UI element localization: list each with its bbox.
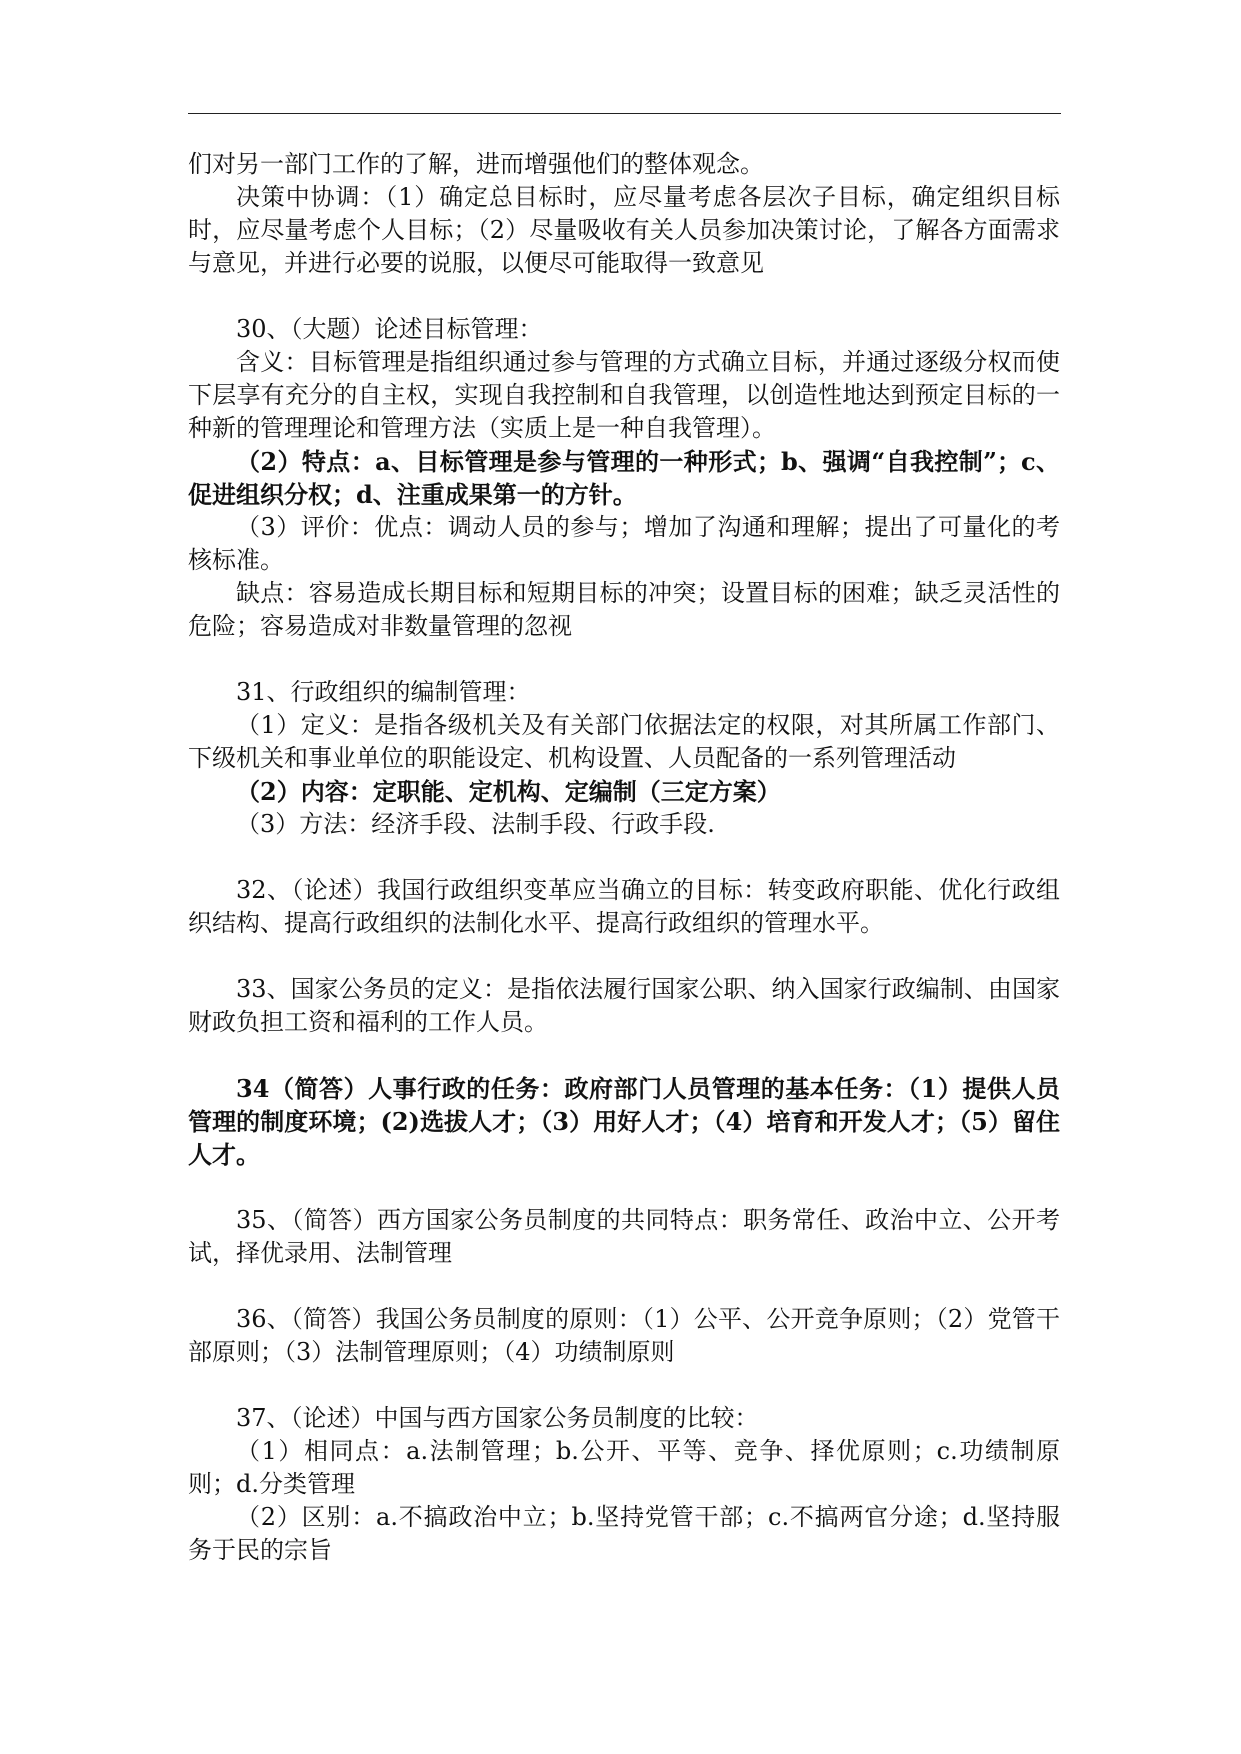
section-heading: 30、（大题）论述目标管理：	[236, 315, 543, 343]
paragraph: （3）评价：优点：调动人员的参与；增加了沟通和理解；提出了可量化的考核标准。	[188, 513, 1060, 574]
section-heading: 36、（简答）我国公务员制度的原则：（1）公平、公开竞争原则；（2）党管干部原则；（3）法制管理原则；（4）功绩制原则	[188, 1305, 1060, 1366]
paragraph: 们对另一部门工作的了解，进而增强他们的整体观念。	[188, 150, 764, 178]
paragraph-gap	[188, 1039, 1060, 1072]
paragraph: 缺点：容易造成长期目标和短期目标的冲突；设置目标的困难；缺乏灵活性的危险；容易造成对非数量管理的忽视	[188, 579, 1060, 640]
paragraph-gap	[188, 1270, 1060, 1303]
bold-paragraph: 34（简答）人事行政的任务：政府部门人员管理的基本任务：（1）提供人员管理的制度环境；(2)选拔人才；（3）用好人才；（4）培育和开发人才；（5）留住人才。	[188, 1074, 1060, 1169]
bold-paragraph: （2）特点：a、目标管理是参与管理的一种形式；b、强调“自我控制”；c、促进组织分权；d、注重成果第一的方针。	[188, 447, 1060, 509]
document-body	[188, 148, 1060, 1567]
section-heading: 33、国家公务员的定义：是指依法履行国家公职、纳入国家行政编制、由国家财政负担工资和福利的工作人员。	[188, 975, 1060, 1036]
header-rule	[188, 113, 1061, 114]
paragraph-gap	[188, 280, 1060, 313]
paragraph-gap	[188, 1369, 1060, 1402]
section-heading: 37、（论述）中国与西方国家公务员制度的比较：	[236, 1404, 759, 1432]
paragraph-gap	[188, 841, 1060, 874]
paragraph: （3）方法：经济手段、法制手段、行政手段.	[236, 810, 715, 838]
section-heading: 31、行政组织的编制管理：	[236, 678, 531, 706]
bold-paragraph: （2）内容：定职能、定机构、定编制（三定方案）	[236, 777, 781, 806]
paragraph-gap	[188, 643, 1060, 676]
paragraph: 决策中协调：（1）确定总目标时，应尽量考虑各层次子目标，确定组织目标时，应尽量考虑个人目标；（2）尽量吸收有关人员参加决策讨论，了解各方面需求与意见，并进行必要的说服，以便尽可能取得一致意见	[188, 183, 1060, 277]
section-heading: 35、（简答）西方国家公务员制度的共同特点：职务常任、政治中立、公开考试，择优录用、法制管理	[188, 1206, 1060, 1267]
paragraph-gap	[188, 1171, 1060, 1204]
paragraph: 含义：目标管理是指组织通过参与管理的方式确立目标，并通过逐级分权而使下层享有充分的自主权，实现自我控制和自我管理，以创造性地达到预定目标的一种新的管理理论和管理方法（实质上是一种自我管理）。	[188, 348, 1060, 442]
section-heading: 32、（论述）我国行政组织变革应当确立的目标：转变政府职能、优化行政组织结构、提高行政组织的法制化水平、提高行政组织的管理水平。	[188, 876, 1060, 937]
paragraph: （1）定义：是指各级机关及有关部门依据法定的权限，对其所属工作部门、下级机关和事业单位的职能设定、机构设置、人员配备的一系列管理活动	[188, 711, 1060, 772]
paragraph: （2）区别：a.不搞政治中立；b.坚持党管干部；c.不搞两官分途；d.坚持服务于民的宗旨	[188, 1503, 1060, 1564]
paragraph: （1）相同点：a.法制管理；b.公开、平等、竞争、择优原则；c.功绩制原则；d.分类管理	[188, 1437, 1060, 1498]
paragraph-gap	[188, 940, 1060, 973]
